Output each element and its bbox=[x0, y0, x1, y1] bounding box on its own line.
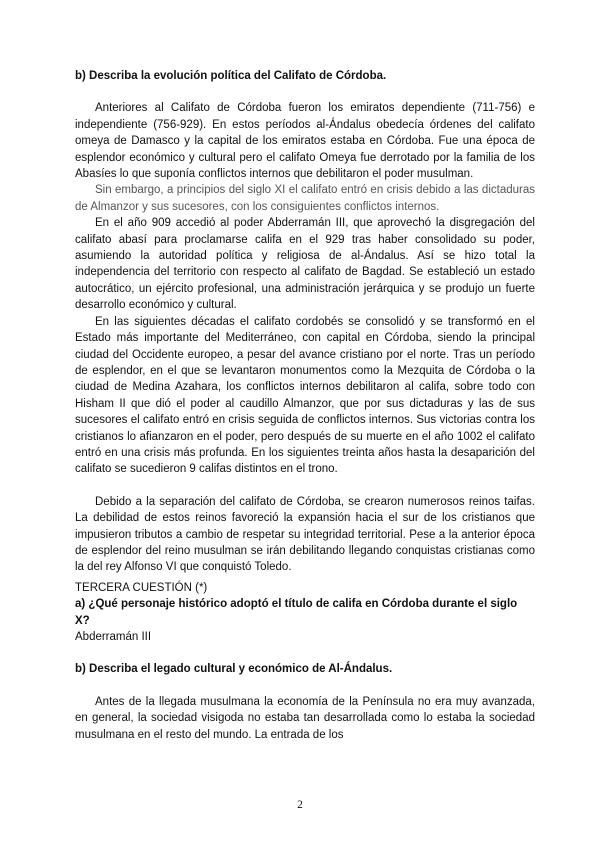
section-heading-legacy: b) Describa el legado cultural y económico de Al-Ándalus. bbox=[75, 663, 393, 676]
paragraph-abderraman: En el año 909 accedió al poder Abderramán III, que aprovechó la disgregación del califato abasí para proclamarse califa en el 929 tras haber consolidado su poder, asumiendo la autoridad política y religiosa de al-Ándalus. Así se hizo total la independencia del territorio con respecto al califato de Bagdad. Se estableció un estado autocrático, un ejército profesional, una administración jerárquica y se produjo un fuerte desarrollo económico y cultural. bbox=[75, 217, 535, 312]
spacer bbox=[75, 678, 535, 694]
document-body bbox=[75, 68, 535, 743]
paragraph-taifas: Debido a la separación del califato de Córdoba, se crearon numerosos reinos taifas. La debilidad de estos reinos favoreció la expansión hacia el sur de los cristianos que impusieron tributos a cambio de respetar su integridad territorial. Pese a la anterior época de esplendor del reino musulman se irán debilitando llegando conquistas cristianas como la del rey Alfonso VI que conquistó Toledo. bbox=[75, 495, 535, 574]
spacer bbox=[75, 645, 535, 661]
paragraph-emirates: Anteriores al Califato de Córdoba fueron los emiratos dependiente (711-756) e independiente (756-929). En estos períodos al-Ándalus obedecía órdenes del califato omeya de Damasco y la capital de los emiratos estaba en Córdoba. Fue una época de esplendor económico y cultural pero el califato Omeya fue derrotado por la familia de los Abasíes lo que suponía conflictos internos que debilitaron el poder musulman. bbox=[75, 102, 535, 181]
paragraph-consolidation: En las siguientes décadas el califato cordobés se consolidó y se transformó en el Estado más importante del Mediterráneo, con capital en Córdoba, siendo la principal ciudad del Occidente europeo, a pesar del avance cristiano por el norte. Tras un período de esplendor, en el que se levantaron monumentos como la Mezquita de Córdoba o la ciudad de Medina Azahara, los conflictos internos debilitaron al califa, sobre todo con Hisham II que dió el poder al caudillo Almanzor, que por sus dictaduras y las de sus sucesores el califato entró en crisis seguida de conflictos internos. Sus victorias contra los cristianos lo afianzaron en el poder, pero después de su muerte en el año 1002 el califato entró en una crisis más profunda. En los siguientes treinta años hasta la desaparición del califato se sucedieron 9 califas distintos en el trono. bbox=[75, 315, 535, 476]
third-question-title: TERCERA CUESTIÓN (*) bbox=[75, 581, 208, 594]
paragraph-legacy: Antes de la llegada musulmana la economía de la Península no era muy avanzada, en general, la sociedad visigoda no estaba tan desarrollada como lo estaba la sociedad musulmana en el resto del mundo. La entrada de los bbox=[75, 695, 535, 741]
page-number: 2 bbox=[297, 799, 303, 811]
section-heading-political-evolution: b) Describa la evolución política del Califato de Córdoba. bbox=[75, 70, 387, 82]
spacer bbox=[75, 84, 535, 100]
paragraph-crisis-almanzor: Sin embargo, a principios del siglo XI el califato entró en crisis debido a las dictaduras de Almanzor y sus sucesores, con los consiguientes conflictos internos. bbox=[75, 184, 535, 213]
answer-a: Abderramán III bbox=[75, 631, 152, 643]
spacer bbox=[75, 478, 535, 494]
question-a: a) ¿Qué personaje histórico adoptó el título de califa en Córdoba durante el siglo X? bbox=[75, 598, 518, 627]
